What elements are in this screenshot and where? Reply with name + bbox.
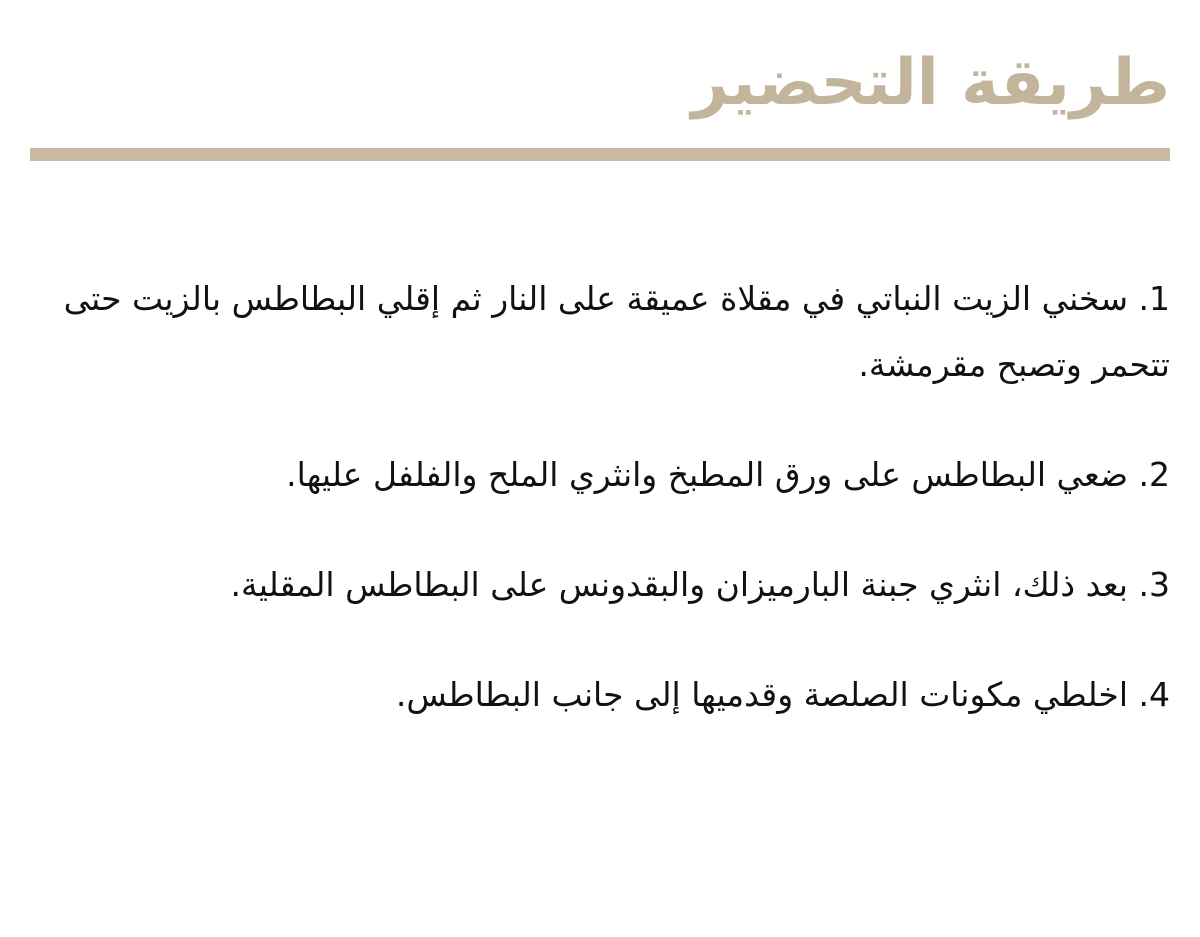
step-item <box>30 266 1170 398</box>
step-item <box>30 552 1170 618</box>
step-number: 3. <box>1138 565 1170 604</box>
step-number: 4. <box>1138 675 1170 714</box>
step-item <box>30 662 1170 728</box>
step-number: 2. <box>1138 455 1170 494</box>
page-title: طريقة التحضير <box>691 46 1170 120</box>
step-text: بعد ذلك، انثري جبنة البارميزان والبقدونس على البطاطس المقلية. <box>230 565 1128 604</box>
step-text: سخني الزيت النباتي في مقلاة عميقة على النار ثم إقلي البطاطس بالزيت حتى تتحمر وتصبح مقرمشة. <box>63 279 1170 384</box>
step-item <box>30 442 1170 508</box>
step-text: اخلطي مكونات الصلصة وقدميها إلى جانب البطاطس. <box>395 675 1128 714</box>
title-divider <box>30 148 1170 161</box>
step-text: ضعي البطاطس على ورق المطبخ وانثري الملح والفلفل عليها. <box>286 455 1128 494</box>
preparation-steps <box>30 266 1170 772</box>
step-number: 1. <box>1138 279 1170 318</box>
